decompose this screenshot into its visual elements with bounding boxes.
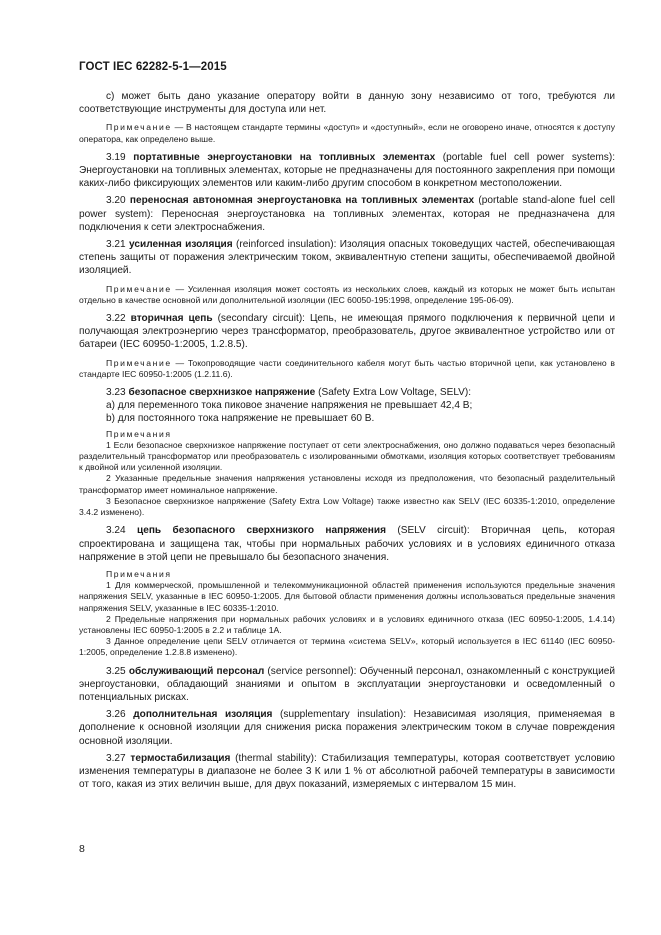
term-number: 3.20 — [106, 195, 130, 207]
document-header: ГОСТ IEC 62282-5-1—2015 — [79, 61, 227, 73]
term-definition: (Safety Extra Low Voltage, SELV): — [315, 387, 472, 399]
note-3-21 — [79, 284, 615, 306]
note-access — [79, 122, 615, 144]
note-3-24-3: 3 Данное определение цепи SELV отличается от термина «система SELV», который используется в IEC 61140 (IEC 60950-1:2005, определение 1.2.8.8 изменено). — [79, 636, 615, 658]
term-number: 3.22 — [106, 313, 131, 325]
term-number: 3.26 — [106, 709, 134, 721]
note-3-24-1: 1 Для коммерческой, промышленной и телекоммуникационной областей применения используются предельные значения напряжения SELV, указанные в IEC 60950-1:2005. Для бытовой области применения должны использоваться предельные значения напряжения SELV, указанные в IEC 60335-1:2010. — [79, 580, 615, 613]
term-3-25 — [79, 665, 615, 705]
term-3-21 — [79, 238, 615, 278]
note-3-23-2: 2 Указанные предельные значения напряжения установлены исходя из предположения, что безопасный разделительный трансформатор имеет номинальное напряжение. — [79, 473, 615, 495]
term-number: 3.21 — [106, 239, 130, 251]
term-number: 3.25 — [106, 665, 129, 677]
term-3-22 — [79, 312, 615, 352]
note-label: Примечание — [106, 357, 172, 368]
term-number: 3.24 — [106, 525, 138, 537]
term-title: переносная автономная энергоустановка на топливных элементах — [129, 195, 475, 207]
term-3-20 — [79, 194, 615, 234]
page-content — [79, 90, 615, 791]
note-text: — Токопроводящие части соединительного кабеля могут быть частью вторичной цепи, как установлено в стандарте IEC 60950-1:2005 (1.2.11.6). — [79, 357, 615, 379]
term-definition: (thermal stability): Стабилизация температуры, которая соответствует условию изменения температуры в диапазоне не более 3 К или 1 % от абсолютной рабочей температуры в зависимости от того, какая из этих величин выше, для двух показаний, измеряемых с интервалом 15 мин. — [79, 752, 615, 791]
term-title: безопасное сверхнизкое напряжение — [128, 387, 316, 399]
term-definition: (reinforced insulation): Изоляция опасных токоведущих частей, обеспечивающая степень защиты от поражения электрическим током, эквивалентную степени защиты, обеспечиваемой двойной изоляцией. — [79, 239, 615, 277]
term-definition: (SELV circuit): Вторичная цепь, которая спроектирована и защищена так, чтобы при нормальных рабочих условиях и в условиях единичного отказа напряжение в этой цепи не превышало бы безопасного значения. — [79, 525, 615, 563]
note-3-23-3: 3 Безопасное сверхнизкое напряжение (Safety Extra Low Voltage) также известно как SELV (IEC 60335-1:2010, определение 3.4.2 изменено). — [79, 495, 615, 518]
paragraph-c: с) может быть дано указание оператору войти в данную зону независимо от того, требуются ли соответствующие инструменты для доступа или нет. — [79, 91, 615, 116]
term-number: 3.27 — [106, 752, 131, 764]
term-title: цепь безопасного сверхнизкого напряжения — [137, 525, 386, 537]
note-text: — Усиленная изоляция может состоять из нескольких слоев, каждый из которых не может быть испытан отдельно в качестве основной или дополнительной изоляции (IEC 60050-195:1998, определение 195-06-09). — [79, 283, 615, 305]
note-3-24-2: 2 Предельные напряжения при нормальных рабочих условиях и в условиях единичного отказа (IEC 60950-1:2005, 1.4.14) установлены IEC 60950-1:2005 в 2.2 и таблице 1А. — [79, 613, 615, 635]
term-title: обслуживающий персонал — [128, 665, 265, 677]
list-item-b: b) для постоянного тока напряжение не превышает 60 В. — [106, 413, 375, 425]
term-3-24 — [79, 524, 615, 564]
notes-title: Примечания — [106, 568, 172, 579]
term-3-26 — [79, 708, 615, 748]
term-title: дополнительная изоляция — [133, 709, 273, 721]
term-definition: (service personnel): Обученный персонал, ознакомленный с конструкцией энергоустановки, обладающий знаниями и опытом в эксплуатации энергоустановки и осведомленный о потенциальных рисках. — [79, 665, 616, 703]
term-definition: (supplementary insulation): Независимая изоляция, применяемая в дополнение к основной изоляции для снижения риска поражения электрическим током в случае повреждения основной изоляции. — [79, 709, 615, 747]
note-3-22 — [79, 358, 615, 380]
note-3-23-1: 1 Если безопасное сверхнизкое напряжение поступает от сети электроснабжения, оно должно подаваться через безопасный разделительный трансформатор или преобразователь с изолированными обмотками, изоляция которых соответствует требованиям к двойной или усиленной изоляции. — [79, 439, 615, 473]
term-definition: (portable stand-alone fuel cell power system): Переносная энергоустановка на топливных элементах, которая не предназначена для подключения к сети электроснабжения. — [79, 195, 616, 233]
term-definition: (secondary circuit): Цепь, не имеющая прямого подключения к первичной цепи и получающая электроэнергию через трансформатор, преобразователь, другое эквивалентное устройство или от батареи (IEC 60950-1:2005, 1.2.8.5). — [79, 313, 615, 351]
term-definition: (portable fuel cell power systems): Энергоустановки на топливных элементах, которые не предназначены для постоянного закрепления при помощи каких-либо фиксирующих элементов или каким-либо другим способом в конкретном местоположении. — [79, 151, 615, 190]
term-title: термостабилизация — [130, 752, 231, 764]
note-text: — В настоящем стандарте термины «доступ» и «доступный», если не оговорено иначе, относятся к доступу оператора, как определено выше. — [79, 122, 615, 144]
page-number: 8 — [79, 843, 85, 855]
note-label: Примечание — [106, 122, 172, 133]
term-title: вторичная цепь — [130, 313, 213, 325]
term-3-19 — [79, 151, 615, 191]
notes-title: Примечания — [106, 428, 172, 439]
note-label: Примечание — [106, 283, 172, 294]
term-number: 3.19 — [106, 151, 134, 163]
list-item-a: а) для переменного тока пиковое значение напряжения не превышает 42,4 В; — [106, 400, 473, 412]
term-title: усиленная изоляция — [129, 239, 233, 251]
term-number: 3.23 — [106, 387, 129, 399]
term-3-27 — [79, 752, 615, 792]
term-3-23 — [79, 386, 615, 399]
term-title: портативные энергоустановки на топливных элементах — [133, 151, 436, 163]
